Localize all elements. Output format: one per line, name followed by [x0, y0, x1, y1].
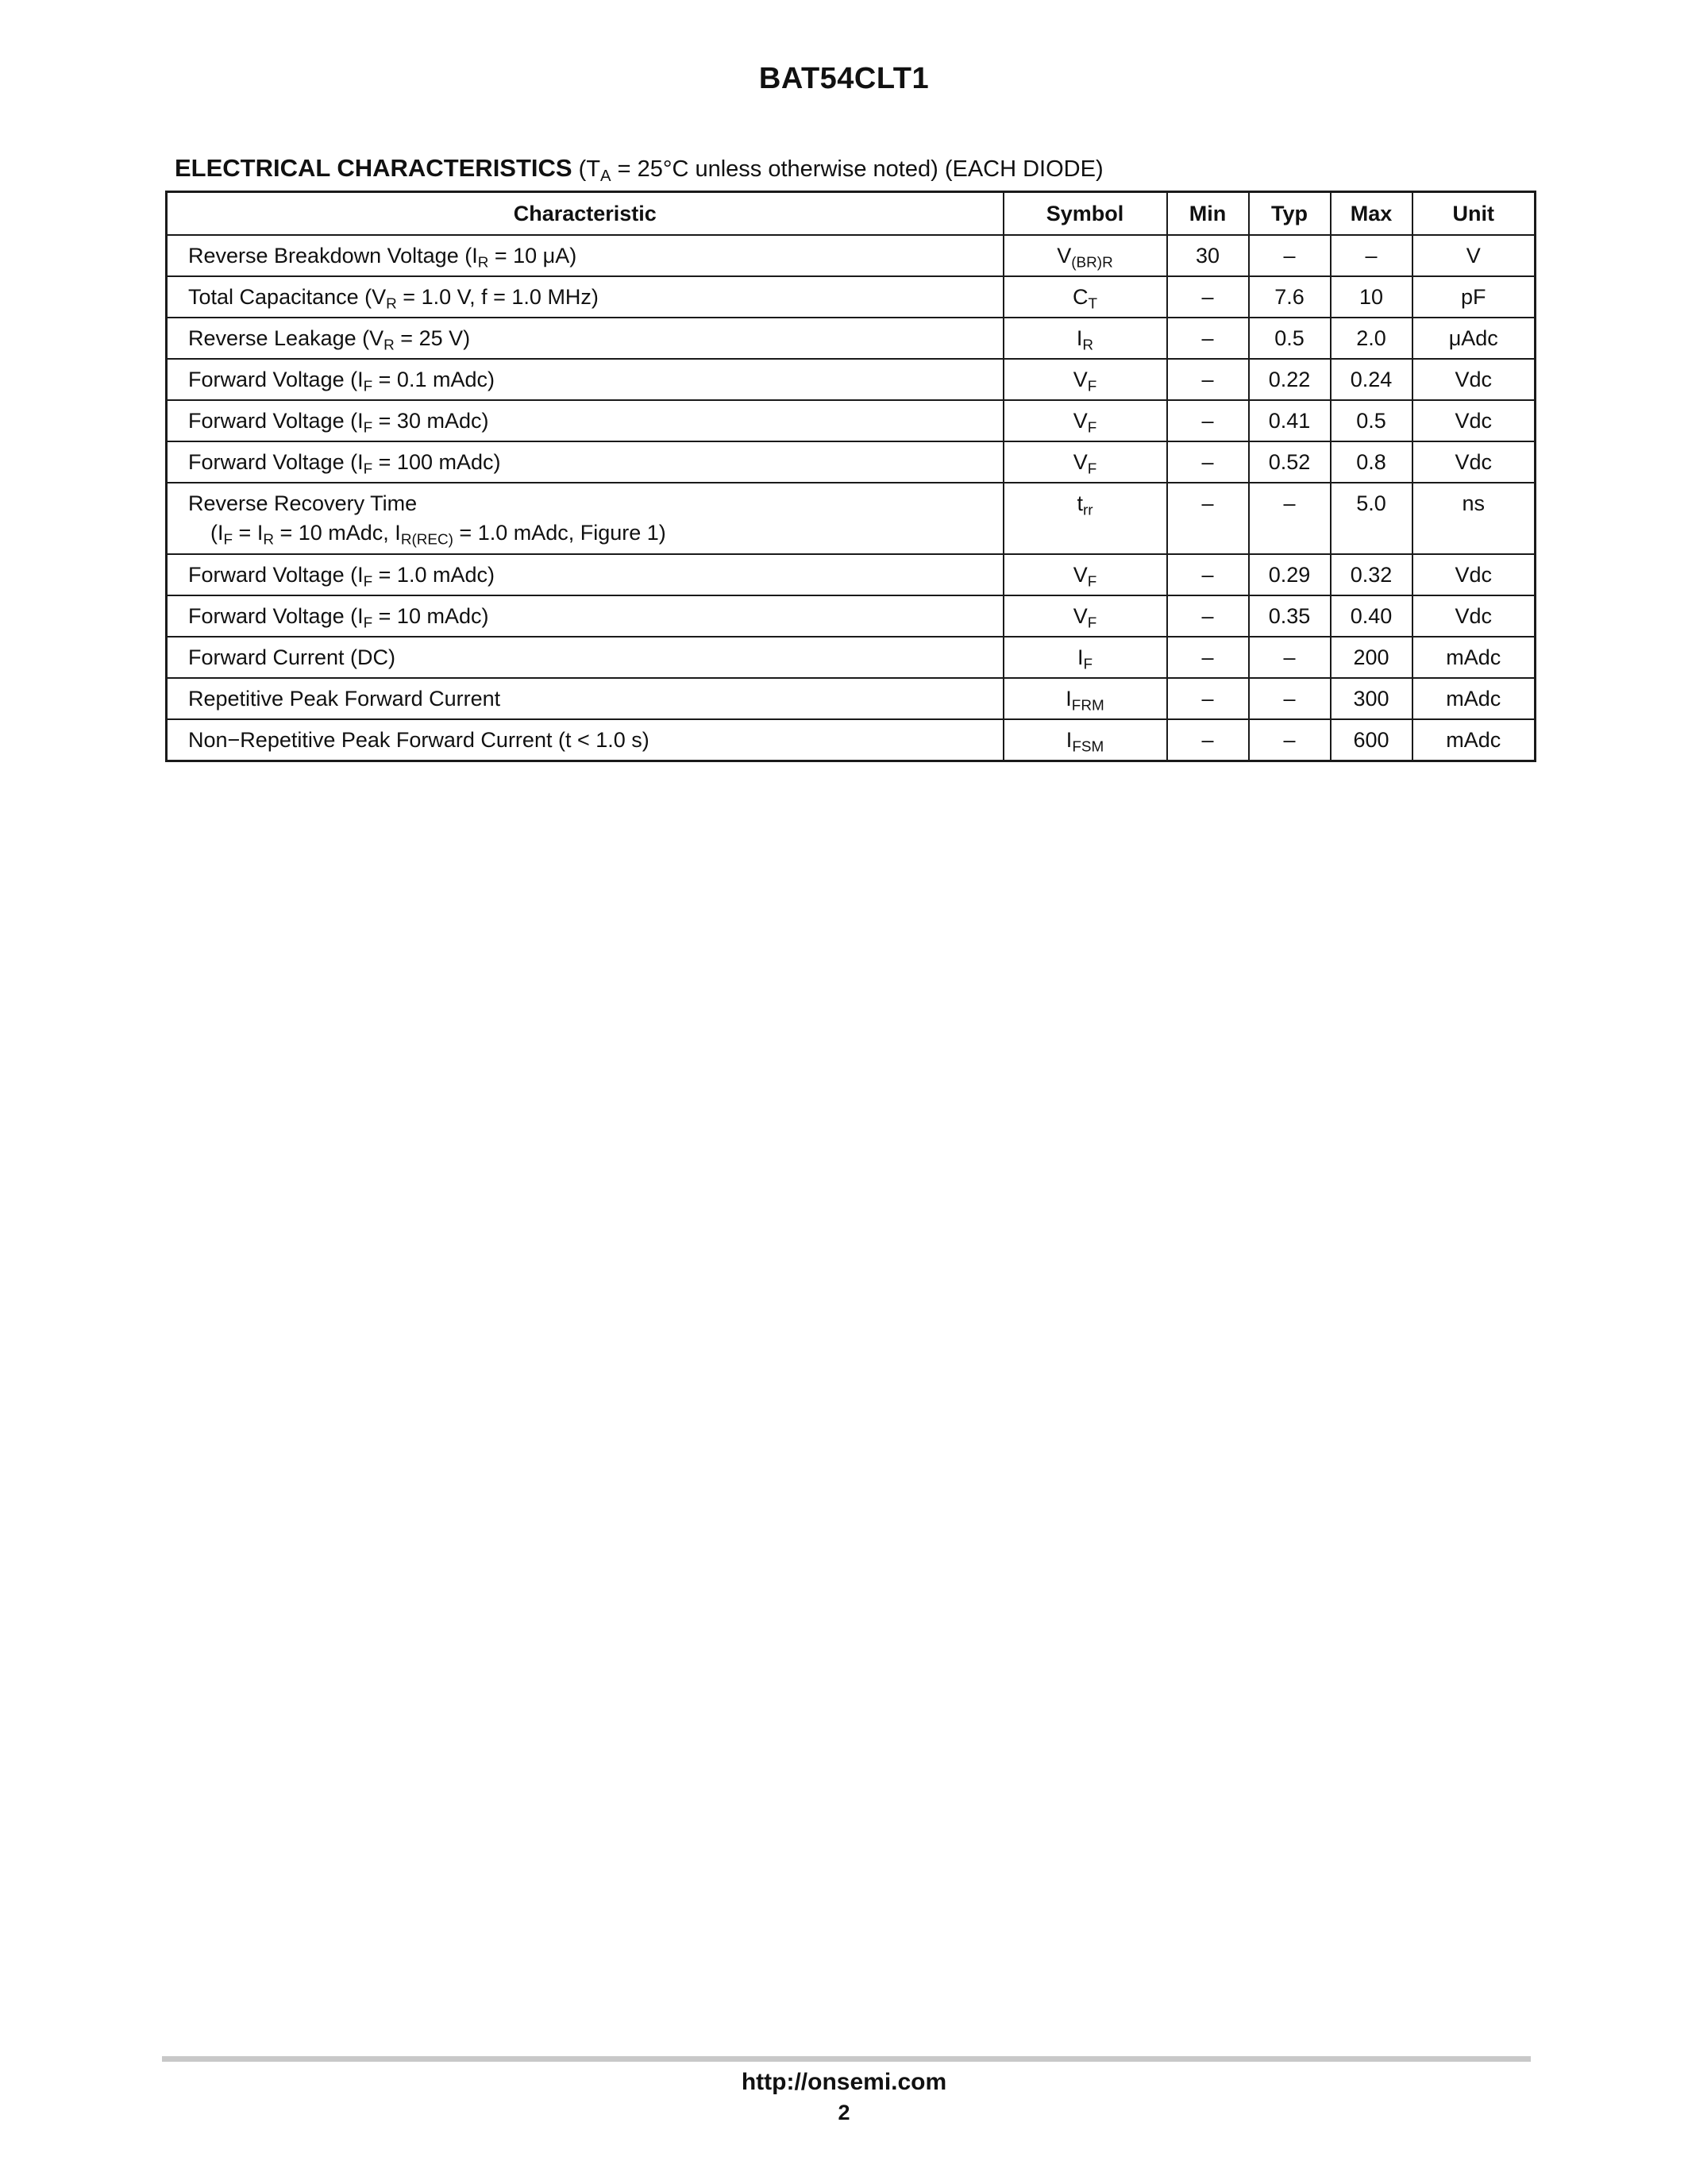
min-cell: – [1167, 483, 1249, 554]
min-cell: 30 [1167, 235, 1249, 276]
characteristic-cell: Forward Voltage ($I_F = 30$ mAdc) [167, 400, 1004, 441]
characteristic-cell: Forward Voltage ($I_F = 0.1$ mAdc) [167, 359, 1004, 400]
unit-cell: Vdc [1412, 359, 1536, 400]
characteristic-cell: Reverse Recovery Time ($I_F = I_R = 10$ mAdc, $I_{R(REC)} = 1.0$ mAdc, Figure 1) [167, 483, 1004, 554]
symbol-cell: $V_F$ [1004, 595, 1167, 637]
max-cell: 0.24 [1331, 359, 1412, 400]
table-row [167, 554, 1536, 595]
table-row [167, 483, 1536, 554]
max-cell: 0.8 [1331, 441, 1412, 483]
typ-cell: 0.29 [1249, 554, 1331, 595]
table-row [167, 318, 1536, 359]
min-cell: – [1167, 719, 1249, 761]
max-cell: – [1331, 235, 1412, 276]
min-cell: – [1167, 554, 1249, 595]
characteristic-cell: Non−Repetitive Peak Forward Current (t < 1.0 s) [167, 719, 1004, 761]
section-heading-conditions: ($T_A = 25^\circ C$ unless otherwise noted) (EACH DIODE) [578, 156, 1104, 186]
table-row [167, 595, 1536, 637]
table-row [167, 637, 1536, 678]
footer-url-link[interactable]: http://onsemi.com [741, 2069, 947, 2095]
characteristic-cell: Forward Voltage ($I_F = 100$ mAdc) [167, 441, 1004, 483]
min-cell: – [1167, 359, 1249, 400]
symbol-cell: $V_{(BR)R}$ [1004, 235, 1167, 276]
symbol-cell: $C_T$ [1004, 276, 1167, 318]
typ-cell: 0.41 [1249, 400, 1331, 441]
typ-cell: 0.35 [1249, 595, 1331, 637]
typ-cell: – [1249, 637, 1331, 678]
symbol-cell: $V_F$ [1004, 441, 1167, 483]
characteristic-cell: Forward Voltage ($I_F = 1.0$ mAdc) [167, 554, 1004, 595]
characteristic-cell: Forward Current (DC) [167, 637, 1004, 678]
unit-cell: Vdc [1412, 441, 1536, 483]
unit-cell: V [1412, 235, 1536, 276]
column-header-unit: Unit [1412, 192, 1536, 236]
table-row [167, 400, 1536, 441]
column-header-min: Min [1167, 192, 1249, 236]
typ-cell: 0.5 [1249, 318, 1331, 359]
table-row [167, 235, 1536, 276]
unit-cell: mAdc [1412, 678, 1536, 719]
table-row [167, 276, 1536, 318]
section-heading [175, 154, 1104, 186]
characteristic-cell: Reverse Leakage ($V_R = 25$ V) [167, 318, 1004, 359]
column-header-characteristic: Characteristic [167, 192, 1004, 236]
footer-divider [162, 2056, 1531, 2062]
max-cell: 2.0 [1331, 318, 1412, 359]
table-row [167, 719, 1536, 761]
typ-cell: 7.6 [1249, 276, 1331, 318]
typ-cell: – [1249, 719, 1331, 761]
page-title: BAT54CLT1 [758, 62, 930, 95]
max-cell: 0.5 [1331, 400, 1412, 441]
typ-cell: – [1249, 235, 1331, 276]
min-cell: – [1167, 276, 1249, 318]
unit-cell: Vdc [1412, 554, 1536, 595]
min-cell: – [1167, 637, 1249, 678]
test-conditions: ($I_F = I_R = 10$ mAdc, $I_{R(REC)} = 1.0$ mAdc, Figure 1) [210, 521, 666, 549]
table-row [167, 441, 1536, 483]
min-cell: – [1167, 678, 1249, 719]
typ-cell: 0.52 [1249, 441, 1331, 483]
unit-cell: Vdc [1412, 400, 1536, 441]
column-header-symbol: Symbol [1004, 192, 1167, 236]
min-cell: – [1167, 595, 1249, 637]
table-header-row [167, 192, 1536, 236]
symbol-cell: $t_{rr}$ [1004, 483, 1167, 554]
characteristic-cell: Repetitive Peak Forward Current [167, 678, 1004, 719]
unit-cell: pF [1412, 276, 1536, 318]
max-cell: 600 [1331, 719, 1412, 761]
symbol-cell: $V_F$ [1004, 359, 1167, 400]
max-cell: 0.40 [1331, 595, 1412, 637]
symbol-cell: $I_{FRM}$ [1004, 678, 1167, 719]
section-heading-title: ELECTRICAL CHARACTERISTICS [175, 154, 572, 182]
characteristic-cell: Total Capacitance ($V_R = 1.0$ V, f = 1.0 MHz) [167, 276, 1004, 318]
max-cell: 5.0 [1331, 483, 1412, 554]
table-row [167, 359, 1536, 400]
min-cell: – [1167, 318, 1249, 359]
column-header-max: Max [1331, 192, 1412, 236]
table-row [167, 678, 1536, 719]
unit-cell: μAdc [1412, 318, 1536, 359]
max-cell: 300 [1331, 678, 1412, 719]
symbol-cell: $V_F$ [1004, 554, 1167, 595]
unit-cell: mAdc [1412, 637, 1536, 678]
symbol-cell: $I_R$ [1004, 318, 1167, 359]
max-cell: 0.32 [1331, 554, 1412, 595]
characteristic-cell: Forward Voltage ($I_F = 10$ mAdc) [167, 595, 1004, 637]
page-number: 2 [838, 2101, 850, 2124]
characteristic-cell: Reverse Breakdown Voltage ($I_R = 10$ μA) [167, 235, 1004, 276]
symbol-cell: $V_F$ [1004, 400, 1167, 441]
electrical-characteristics-table [165, 191, 1536, 762]
symbol-cell: $I_{FSM}$ [1004, 719, 1167, 761]
unit-cell: Vdc [1412, 595, 1536, 637]
symbol-cell: $I_F$ [1004, 637, 1167, 678]
min-cell: – [1167, 441, 1249, 483]
unit-cell: ns [1412, 483, 1536, 554]
min-cell: – [1167, 400, 1249, 441]
typ-cell: – [1249, 678, 1331, 719]
typ-cell: – [1249, 483, 1331, 554]
typ-cell: 0.22 [1249, 359, 1331, 400]
max-cell: 200 [1331, 637, 1412, 678]
column-header-typ: Typ [1249, 192, 1331, 236]
unit-cell: mAdc [1412, 719, 1536, 761]
max-cell: 10 [1331, 276, 1412, 318]
